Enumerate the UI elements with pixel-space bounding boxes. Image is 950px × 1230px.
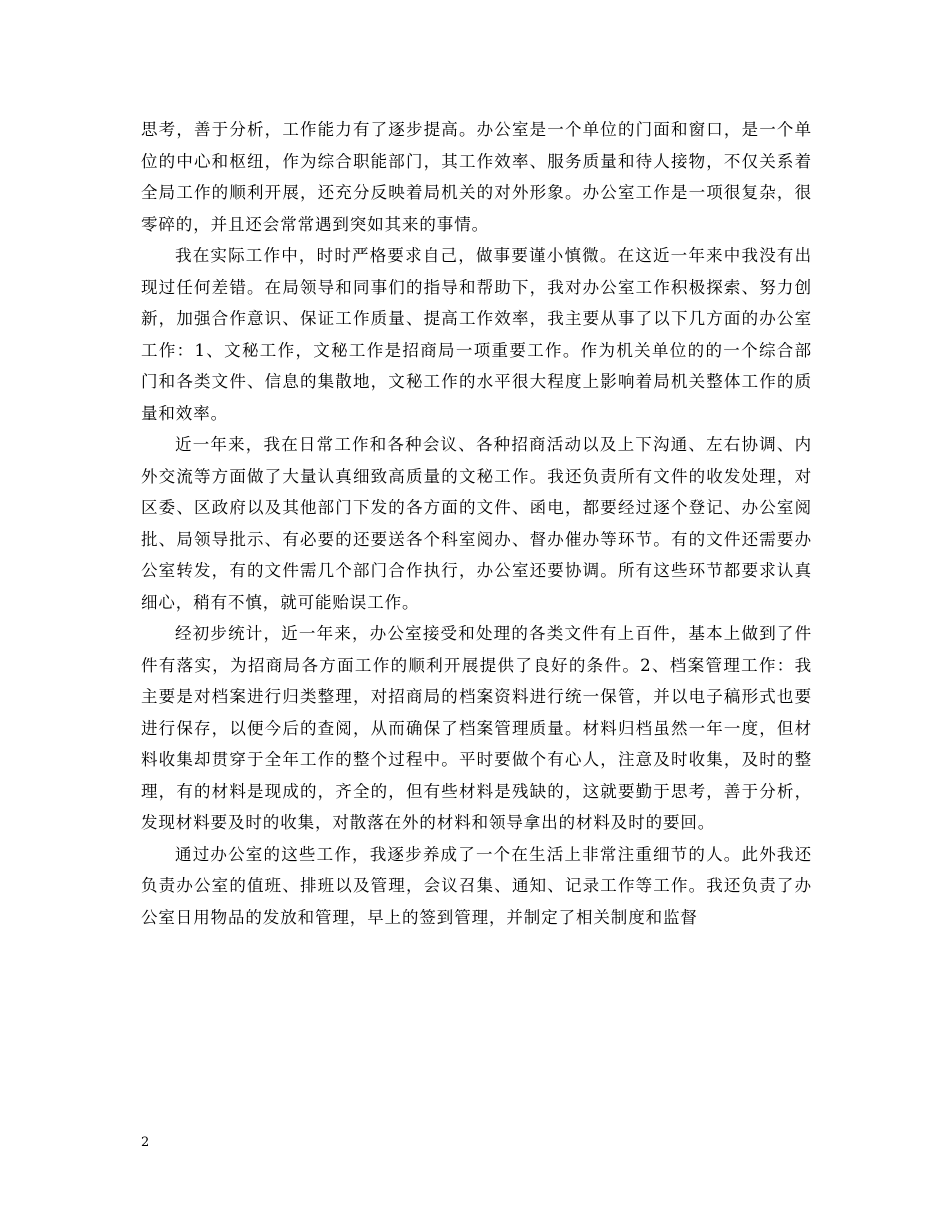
page-number: 2	[141, 1135, 150, 1150]
paragraph-3: 近一年来，我在日常工作和各种会议、各种招商活动以及上下沟通、左右协调、内外交流等方面做了大量认真细致高质量的文秘工作。我还负责所有文件的收发处理，对区委、区政府以及其他部门下发的各方面的文件、函电，都要经过逐个登记、办公室阅批、局领导批示、有必要的还要送各个科室阅办、督办催办等环节。有的文件还需要办公室转发，有的文件需几个部门合作执行，办公室还要协调。所有这些环节都要求认真细心，稍有不慎，就可能贻误工作。	[141, 435, 812, 612]
paragraph-2: 我在实际工作中，时时严格要求自己，做事要谨小慎微。在这近一年来中我没有出现过任何差错。在局领导和同事们的指导和帮助下，我对办公室工作积极探索、努力创新，加强合作意识、保证工作质量、提高工作效率，我主要从事了以下几方面的办公室工作：1、文秘工作，文秘工作是招商局一项重要工作。作为机关单位的的一个综合部门和各类文件、信息的集散地，文秘工作的水平很大程度上影响着局机关整体工作的质量和效率。	[141, 246, 812, 423]
paragraph-1: 思考，善于分析，工作能力有了逐步提高。办公室是一个单位的门面和窗口，是一个单位的中心和枢纽，作为综合职能部门，其工作效率、服务质量和待人接物，不仅关系着全局工作的顺利开展，还充分反映着局机关的对外形象。办公室工作是一项很复杂，很零碎的，并且还会常常遇到突如其来的事情。	[141, 120, 812, 234]
paragraph-4: 经初步统计，近一年来，办公室接受和处理的各类文件有上百件，基本上做到了件件有落实，为招商局各方面工作的顺利开展提供了良好的条件。2、档案管理工作：我主要是对档案进行归类整理，对招商局的档案资料进行统一保管，并以电子稿形式也要进行保存，以便今后的查阅，从而确保了档案管理质量。材料归档虽然一年一度，但材料收集却贯穿于全年工作的整个过程中。平时要做个有心人，注意及时收集，及时的整理，有的材料是现成的，齐全的，但有些材料是残缺的，这就要勤于思考，善于分析，发现材料要及时的收集，对散落在外的材料和领导拿出的材料及时的要回。	[141, 624, 812, 832]
paragraph-5: 通过办公室的这些工作，我逐步养成了一个在生活上非常注重细节的人。此外我还负责办公室的值班、排班以及管理，会议召集、通知、记录工作等工作。我还负责了办公室日用物品的发放和管理，早上的签到管理，并制定了相关制度和监督	[141, 844, 812, 927]
document-body	[141, 114, 812, 933]
